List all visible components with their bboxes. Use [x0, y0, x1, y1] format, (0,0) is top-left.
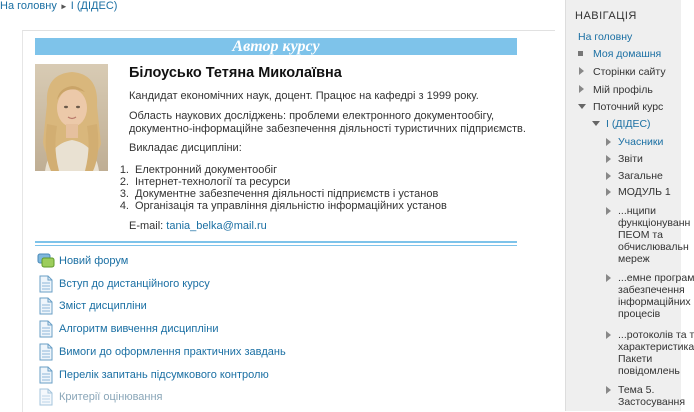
expand-arrow-icon[interactable]: [579, 67, 584, 75]
page-icon: [37, 275, 55, 293]
activity-label[interactable]: Зміст дисципліни: [59, 300, 147, 312]
activity-label[interactable]: Новий форум: [59, 255, 129, 267]
discipline-item: 2. Інтернет-технології та ресурси: [119, 176, 291, 188]
discipline-item: 4. Організація та управління діяльністю інформаційних установ: [119, 200, 447, 212]
divider: [35, 245, 517, 246]
email-label: E-mail:: [129, 220, 164, 232]
collapse-arrow-icon[interactable]: [578, 104, 586, 109]
bullet-icon: [578, 51, 583, 56]
page-icon: [37, 320, 55, 338]
author-bio: Кандидат економічних наук, доцент. Працює на кафедрі з 1999 року.: [129, 90, 479, 102]
discipline-item: 3. Документне забезпечення діяльності підприємств і установ: [119, 188, 439, 200]
nav-topic-1[interactable]: ...нципи функціонуванн ПЕОМ та обчислювальн мереж: [618, 205, 691, 265]
author-research: [129, 110, 526, 136]
navigation-block: [565, 0, 694, 411]
disciplines-list: [111, 164, 447, 212]
author-banner: [35, 38, 517, 55]
expand-arrow-icon[interactable]: [606, 207, 611, 215]
nav-my-home[interactable]: Моя домашня: [593, 48, 662, 60]
page-icon: [37, 343, 55, 361]
author-research-line: Область наукових досліджень: проблеми електронного документообігу,: [129, 110, 495, 122]
nav-reports[interactable]: Звіти: [618, 153, 643, 165]
collapse-arrow-icon[interactable]: [592, 121, 600, 126]
author-email-link[interactable]: tania_belka@mail.ru: [166, 220, 267, 232]
expand-arrow-icon[interactable]: [606, 172, 611, 180]
expand-arrow-icon[interactable]: [606, 331, 611, 339]
nav-current-course[interactable]: Поточний курс: [593, 101, 664, 113]
breadcrumb-course-link[interactable]: І (ДІДЕС): [70, 0, 118, 12]
author-name: Білоусько Тетяна Миколаївна: [129, 65, 342, 81]
nav-home-link[interactable]: На головну: [578, 31, 633, 43]
author-research-line: документно-інформаційне забезпечення діяльності туристичних підприємств.: [129, 123, 526, 135]
page-icon: [37, 388, 55, 406]
activity-label[interactable]: Алгоритм вивчення дисципліни: [59, 323, 219, 335]
breadcrumb: [0, 0, 117, 14]
nav-topic-3[interactable]: ...ротоколів та т характеристика Пакети повідомлень: [618, 329, 694, 377]
page-icon: [37, 366, 55, 384]
expand-arrow-icon[interactable]: [606, 274, 611, 282]
page-icon: [37, 297, 55, 315]
nav-module-1[interactable]: МОДУЛЬ 1: [618, 186, 671, 198]
discipline-item: 1. Електронний документообіг: [119, 164, 278, 176]
breadcrumb-home-link[interactable]: На головну: [0, 0, 57, 12]
expand-arrow-icon[interactable]: [606, 386, 611, 394]
nav-participants[interactable]: Учасники: [618, 136, 664, 148]
nav-topic-5[interactable]: Тема 5. Застосування: [618, 384, 686, 408]
nav-site-pages[interactable]: Сторінки сайту: [593, 66, 666, 78]
disciplines-heading: Викладає дисципліни:: [129, 142, 242, 154]
author-banner-title: Автор курсу: [232, 38, 320, 55]
expand-arrow-icon[interactable]: [579, 85, 584, 93]
nav-course-link[interactable]: І (ДІДЕС): [606, 118, 651, 130]
nav-my-profile[interactable]: Мій профіль: [593, 84, 653, 96]
author-email-row: [129, 220, 267, 232]
forum-icon: [37, 252, 55, 270]
activity-label[interactable]: Перелік запитань підсумкового контролю: [59, 369, 269, 381]
author-photo: [35, 64, 108, 171]
expand-arrow-icon[interactable]: [606, 188, 611, 196]
breadcrumb-separator: ►: [59, 2, 68, 11]
divider: [35, 241, 517, 243]
nav-general[interactable]: Загальне: [618, 170, 663, 182]
expand-arrow-icon[interactable]: [606, 155, 611, 163]
course-content: [22, 30, 555, 412]
activity-label[interactable]: Вступ до дистанційного курсу: [59, 278, 210, 290]
nav-topic-2[interactable]: ...емне програм забезпечення інформаційних процесів: [618, 272, 694, 320]
activity-label[interactable]: Критерії оцінювання: [59, 391, 163, 403]
navigation-title: НАВІГАЦІЯ: [575, 10, 637, 22]
activity-label[interactable]: Вимоги до оформлення практичних завдань: [59, 346, 286, 358]
expand-arrow-icon[interactable]: [606, 138, 611, 146]
